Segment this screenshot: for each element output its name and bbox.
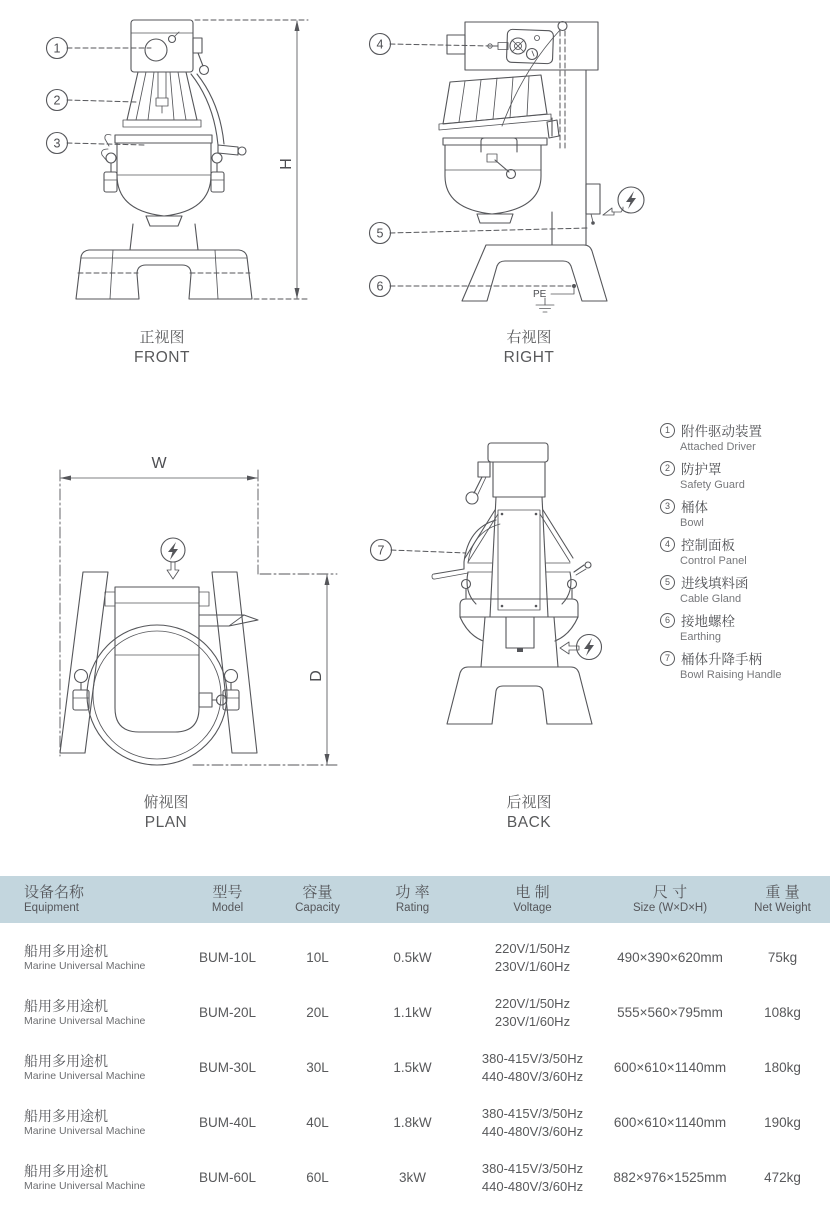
svg-text:1: 1 <box>53 41 61 56</box>
back-machine <box>432 443 592 724</box>
legend-item <box>660 420 830 453</box>
front-view-label: 正视图 FRONT <box>134 329 190 366</box>
cell-voltage: 380-415V/3/50Hz 440-480V/3/60Hz <box>481 1160 584 1194</box>
legend-item <box>660 572 830 605</box>
cell-weight: 75kg <box>767 950 798 965</box>
legend-label-en: Bowl Raising Handle <box>680 669 782 681</box>
legend-item <box>660 496 830 529</box>
legend-number: 2 <box>660 461 675 476</box>
legend-number: 4 <box>660 537 675 552</box>
legend-label-zh: 附件驱动装置 <box>681 424 762 439</box>
cell-rating: 1.5kW <box>393 1060 432 1075</box>
power-inlet-icon-back <box>560 635 602 660</box>
plan-machine <box>60 572 258 765</box>
header-cell-model: 型号 Model <box>211 884 244 914</box>
legend-number: 3 <box>660 499 675 514</box>
plan-view-label: 俯视图 PLAN <box>143 794 189 831</box>
legend-label-zh: 防护罩 <box>681 462 722 477</box>
legend-label-zh: 接地螺栓 <box>681 614 735 629</box>
cell-rating: 0.5kW <box>393 950 432 965</box>
right-callouts <box>370 34 590 297</box>
legend-label-en: Cable Gland <box>680 593 742 605</box>
table-row <box>0 985 830 1040</box>
right-machine <box>439 22 607 313</box>
plan-view-drawing <box>25 448 345 793</box>
cell-capacity: 30L <box>306 1060 329 1075</box>
parts-legend <box>660 420 830 686</box>
cell-capacity: 60L <box>306 1170 329 1185</box>
cell-model: BUM-30L <box>198 1060 257 1075</box>
legend-item <box>660 648 830 681</box>
svg-text:PE: PE <box>533 289 547 300</box>
svg-text:2: 2 <box>53 93 61 108</box>
cell-capacity: 40L <box>306 1115 329 1130</box>
cell-rating: 1.1kW <box>393 1005 432 1020</box>
back-view-drawing <box>368 432 638 792</box>
cell-rating: 1.8kW <box>393 1115 432 1130</box>
cell-rating: 3kW <box>399 1170 426 1185</box>
header-cell-capacity: 容量 Capacity <box>295 884 340 914</box>
legend-number: 6 <box>660 613 675 628</box>
cell-weight: 108kg <box>764 1005 801 1020</box>
cell-size: 600×610×1140mm <box>613 1060 727 1075</box>
cell-voltage: 380-415V/3/50Hz 440-480V/3/60Hz <box>481 1050 584 1084</box>
plan-dimension-w <box>60 455 258 756</box>
cell-weight: 472kg <box>764 1170 801 1185</box>
cell-voltage: 220V/1/50Hz 230V/1/60Hz <box>494 940 571 974</box>
cell-model: BUM-60L <box>198 1170 257 1185</box>
legend-label-zh: 进线填料函 <box>681 576 749 591</box>
header-cell-rating: 功 率 Rating <box>395 884 430 914</box>
svg-text:6: 6 <box>376 279 384 294</box>
legend-number: 7 <box>660 651 675 666</box>
cell-voltage: 380-415V/3/50Hz 440-480V/3/60Hz <box>481 1105 584 1139</box>
legend-number: 1 <box>660 423 675 438</box>
legend-number: 5 <box>660 575 675 590</box>
right-view-drawing <box>355 8 655 313</box>
cell-equipment: 船用多用途机 Marine Universal Machine <box>24 997 146 1027</box>
legend-label-en: Control Panel <box>680 555 747 567</box>
svg-text:5: 5 <box>376 226 384 241</box>
spec-table-body <box>0 923 830 1205</box>
spec-table <box>0 876 830 1205</box>
header-cell-size: 尺 寸 Size (W×D×H) <box>632 884 708 914</box>
right-view-label: 右视图 RIGHT <box>503 329 555 366</box>
back-view-label: 后视图 BACK <box>506 794 552 831</box>
cell-voltage: 220V/1/50Hz 230V/1/60Hz <box>494 995 571 1029</box>
front-machine <box>76 20 252 299</box>
power-inlet-icon-plan <box>161 538 185 579</box>
front-callouts <box>47 38 152 154</box>
plan-dimension-d <box>193 574 337 765</box>
table-row <box>0 1150 830 1205</box>
cell-model: BUM-10L <box>198 950 257 965</box>
spec-table-header <box>0 876 830 923</box>
front-view-drawing <box>25 8 315 308</box>
cell-weight: 190kg <box>764 1115 801 1130</box>
cell-capacity: 20L <box>306 1005 329 1020</box>
svg-text:W: W <box>151 455 167 472</box>
table-row <box>0 1040 830 1095</box>
cell-weight: 180kg <box>764 1060 801 1075</box>
cell-equipment: 船用多用途机 Marine Universal Machine <box>24 1107 146 1137</box>
svg-text:H: H <box>278 158 295 170</box>
svg-text:3: 3 <box>53 136 61 151</box>
legend-label-zh: 桶体升降手柄 <box>681 652 762 667</box>
cell-equipment: 船用多用途机 Marine Universal Machine <box>24 1162 146 1192</box>
legend-label-zh: 桶体 <box>681 500 708 515</box>
legend-label-zh: 控制面板 <box>681 538 735 553</box>
cell-equipment: 船用多用途机 Marine Universal Machine <box>24 942 146 972</box>
svg-text:4: 4 <box>376 37 384 52</box>
cell-capacity: 10L <box>306 950 329 965</box>
table-row <box>0 1095 830 1150</box>
header-cell-voltage: 电 制 Voltage <box>513 884 552 914</box>
cell-size: 555×560×795mm <box>617 1005 723 1020</box>
cell-equipment: 船用多用途机 Marine Universal Machine <box>24 1052 146 1082</box>
header-cell-weight: 重 量 Net Weight <box>754 884 811 914</box>
svg-text:D: D <box>308 670 325 682</box>
legend-item <box>660 458 830 491</box>
cell-size: 490×390×620mm <box>617 950 723 965</box>
legend-item <box>660 534 830 567</box>
header-cell-equipment: 设备名称 Equipment <box>24 884 85 914</box>
legend-label-en: Attached Driver <box>680 441 756 453</box>
power-inlet-icon <box>603 187 644 215</box>
back-callouts <box>371 540 467 561</box>
legend-label-en: Bowl <box>680 517 704 529</box>
legend-item <box>660 610 830 643</box>
table-row <box>0 930 830 985</box>
legend-label-en: Earthing <box>680 631 721 643</box>
svg-text:7: 7 <box>377 543 385 558</box>
legend-label-en: Safety Guard <box>680 479 745 491</box>
cell-size: 600×610×1140mm <box>613 1115 727 1130</box>
cell-model: BUM-40L <box>198 1115 257 1130</box>
cell-model: BUM-20L <box>198 1005 257 1020</box>
cell-size: 882×976×1525mm <box>613 1170 727 1185</box>
